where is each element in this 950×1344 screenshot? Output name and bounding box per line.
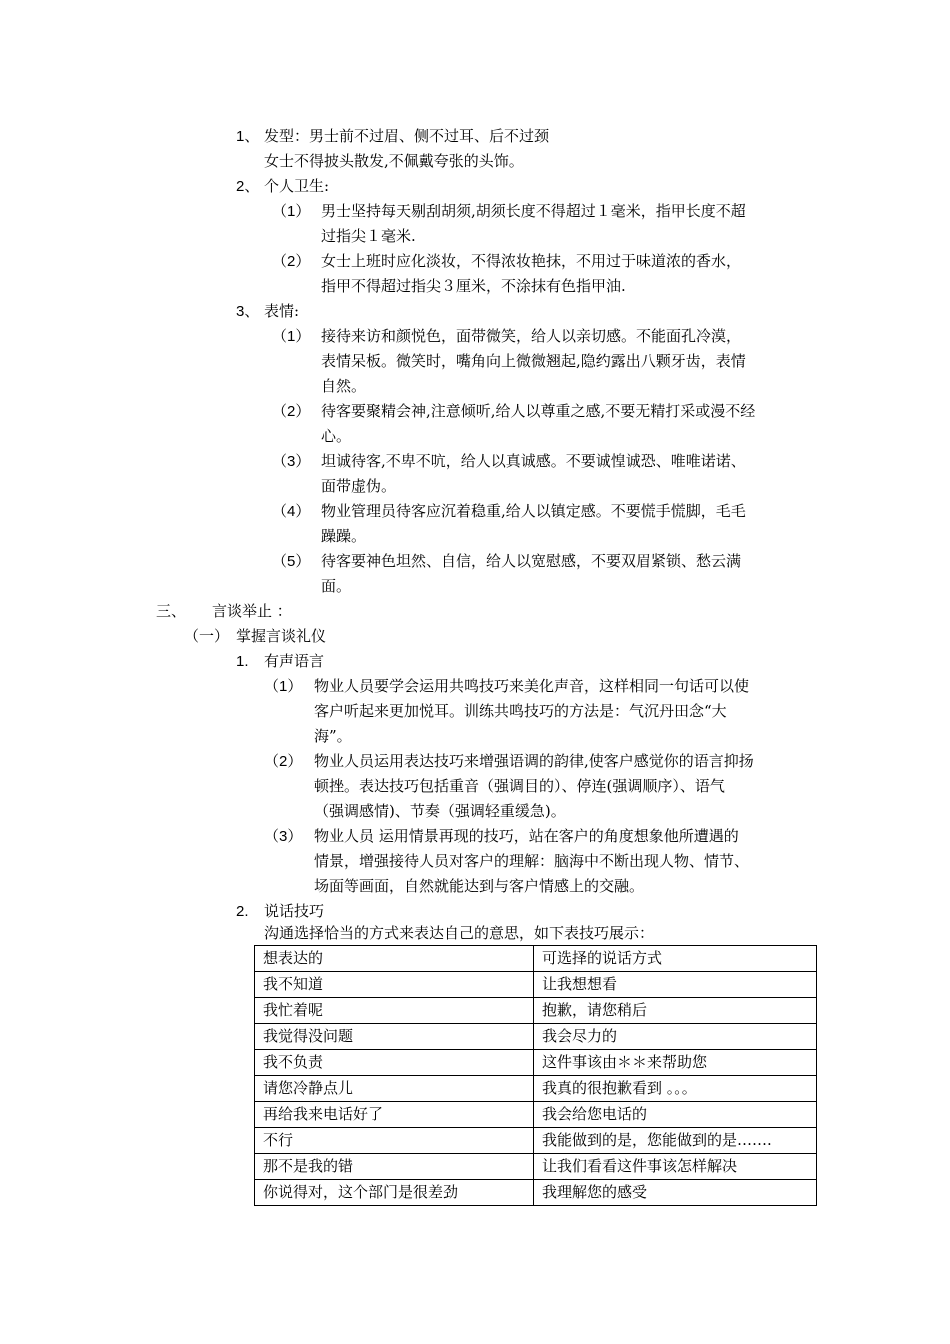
hair-line-1: 发型：男士前不过眉、侧不过耳、后不过颈 <box>264 127 550 145</box>
phrasing-table <box>254 945 817 1206</box>
table-cell: 我能做到的是，您能做到的是……. <box>534 1128 817 1154</box>
table-row <box>255 1024 817 1050</box>
section-heading: 个人卫生: <box>264 177 330 195</box>
paragraph-line: 顿挫。表达技巧包括重音（强调目的）、停连(强调顺序）、语气 <box>314 777 725 795</box>
sub-item-number: （3） <box>272 453 311 470</box>
paragraph-line: 物业人员运用表达技巧来增强语调的韵律,使客户感觉你的语言抑扬 <box>314 752 754 770</box>
paragraph-line: 女士上班时应化淡妆，不得浓妆艳抹，不用过于味道浓的香水， <box>321 252 742 270</box>
hair-line-2: 女士不得披头散发,不佩戴夸张的头饰。 <box>264 152 524 170</box>
sub-item-number: （5） <box>272 553 311 570</box>
paragraph-line: 待客要神色坦然、自信，给人以宽慰感，不要双眉紧锁、愁云满 <box>321 552 742 570</box>
sub-item-number: （1） <box>272 328 311 345</box>
list-number: 1. <box>236 653 249 670</box>
table-row <box>255 1180 817 1206</box>
paragraph-line: 待客要聚精会神,注意倾听,给人以尊重之感,不要无精打采或漫不经 <box>321 402 756 420</box>
sub-item-number: （1） <box>264 678 303 695</box>
paragraph-line: 指甲不得超过指尖３厘米，不涂抹有色指甲油. <box>321 277 626 295</box>
section-heading: 表情: <box>264 302 300 320</box>
table-cell: 这件事该由＊＊来帮助您 <box>534 1050 817 1076</box>
table-cell: 我觉得没问题 <box>255 1024 534 1050</box>
paragraph-line: 男士坚持每天剔刮胡须,胡须长度不得超过１毫米，指甲长度不超 <box>321 202 746 220</box>
table-cell: 我理解您的感受 <box>534 1180 817 1206</box>
table-cell: 我不知道 <box>255 972 534 998</box>
table-cell: 我真的很抱歉看到 。。。 <box>534 1076 817 1102</box>
table-row <box>255 1076 817 1102</box>
paragraph-line: 物业管理员待客应沉着稳重,给人以镇定感。不要慌手慌脚，毛毛 <box>321 502 746 520</box>
table-cell: 抱歉，请您稍后 <box>534 998 817 1024</box>
table-cell: 我会尽力的 <box>534 1024 817 1050</box>
paragraph-line: 场面等画面，自然就能达到与客户情感上的交融。 <box>314 877 645 895</box>
table-row <box>255 1050 817 1076</box>
paragraph-line: 情景，增强接待人员对客户的理解：脑海中不断出现人物、情节、 <box>314 852 750 870</box>
paragraph-line: 自然。 <box>321 377 367 395</box>
chapter-number: 三、 <box>156 602 187 620</box>
sub-item-number: （2） <box>272 403 311 420</box>
paragraph-line: 面带虚伪。 <box>321 477 397 495</box>
paragraph-line: 躁躁。 <box>321 527 367 545</box>
chapter-heading: 言谈举止 ： <box>212 602 292 620</box>
sub-item-number: （2） <box>264 753 303 770</box>
table-cell: 让我们看看这件事该怎样解决 <box>534 1154 817 1180</box>
subsection-number: （一） <box>184 627 230 645</box>
paragraph-line: 接待来访和颜悦色，面带微笑，给人以亲切感。不能面孔冷漠， <box>321 327 742 345</box>
sub-item-number: （1） <box>272 203 311 220</box>
paragraph-line: 过指尖１毫米. <box>321 227 416 245</box>
paragraph-line: 心。 <box>321 427 352 445</box>
table-cell: 再给我来电话好了 <box>255 1102 534 1128</box>
table-cell: 我会给您电话的 <box>534 1102 817 1128</box>
paragraph-line: 客户听起来更加悦耳。训练共鸣技巧的方法是：气沉丹田念“大 <box>314 702 727 720</box>
table-cell: 请您冷静点儿 <box>255 1076 534 1102</box>
table-cell: 我不负责 <box>255 1050 534 1076</box>
table-cell: 我忙着呢 <box>255 998 534 1024</box>
table-row <box>255 972 817 998</box>
paragraph-line: 物业人员要学会运用共鸣技巧来美化声音，这样相同一句话可以使 <box>314 677 750 695</box>
list-number: 1、 <box>236 128 260 145</box>
table-intro: 沟通选择恰当的方式来表达自己的意思，如下表技巧展示： <box>264 924 655 942</box>
section-heading: 有声语言 <box>264 652 325 670</box>
paragraph-line: 海”。 <box>314 727 352 745</box>
paragraph-line: （强调感情)、节奏（强调轻重缓急)。 <box>314 802 566 820</box>
table-row <box>255 1154 817 1180</box>
table-cell: 可选择的说话方式 <box>534 946 817 972</box>
paragraph-line: 表情呆板。微笑时，嘴角向上微微翘起,隐约露出八颗牙齿，表情 <box>321 352 746 370</box>
paragraph-line: 面。 <box>321 577 352 595</box>
table-row <box>255 998 817 1024</box>
sub-item-number: （4） <box>272 503 311 520</box>
list-number: 2. <box>236 903 249 920</box>
table-header-row <box>255 946 817 972</box>
table-row <box>255 1128 817 1154</box>
section-heading: 说话技巧 <box>264 902 325 920</box>
paragraph-line: 物业人员 运用情景再现的技巧，站在客户的角度想象他所遭遇的 <box>314 827 739 845</box>
sub-item-number: （3） <box>264 828 303 845</box>
list-number: 3、 <box>236 303 260 320</box>
table-cell: 不行 <box>255 1128 534 1154</box>
sub-item-number: （2） <box>272 253 311 270</box>
paragraph-line: 坦诚待客,不卑不吭，给人以真诚感。不要诚惶诚恐、唯唯诺诺、 <box>321 452 746 470</box>
table-cell: 你说得对，这个部门是很差劲 <box>255 1180 534 1206</box>
table-cell: 那不是我的错 <box>255 1154 534 1180</box>
subsection-heading: 掌握言谈礼仪 <box>236 627 327 645</box>
table-row <box>255 1102 817 1128</box>
table-cell: 让我想想看 <box>534 972 817 998</box>
table-cell: 想表达的 <box>255 946 534 972</box>
list-number: 2、 <box>236 178 260 195</box>
